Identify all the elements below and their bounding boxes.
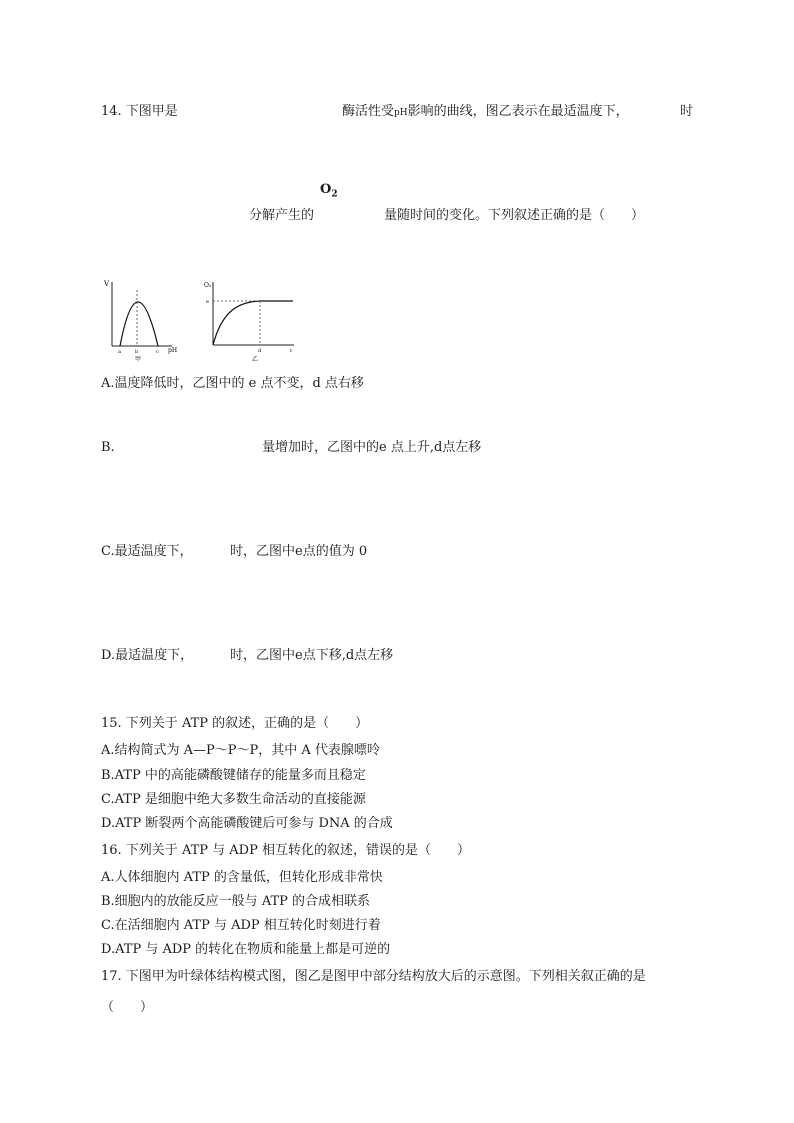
q14-option-b-prefix: B. (101, 440, 115, 455)
figure-yi (200, 276, 300, 366)
jia-y-label: V (104, 280, 110, 288)
jia-caption: 甲 (135, 356, 142, 362)
q14-option-b-text: 量增加时，乙图中的e 点上升,d点左移 (262, 440, 482, 455)
q14-option-a: A.温度降低时，乙图中的 e 点不变，d 点右移 (101, 376, 364, 391)
figure-jia (98, 276, 184, 362)
q16-stem: 16. 下列关于 ATP 与 ADP 相互转化的叙述，错误的是（ ） (101, 843, 470, 858)
q15-stem: 15. 下列关于 ATP 的叙述，正确的是（ ） (101, 716, 369, 731)
q16-option-b: B.细胞内的放能反应一般与 ATP 的合成相联系 (101, 894, 371, 909)
q14-line2-part1: 分解产生的 (249, 208, 315, 223)
jia-x-label: pH (168, 347, 178, 354)
q14-stem-part3: 时 (680, 104, 694, 119)
q16-option-a: A.人体细胞内 ATP 的含量低，但转化形成非常快 (101, 870, 383, 885)
q15-option-d: D.ATP 断裂两个高能磷酸键后可参与 DNA 的合成 (101, 816, 393, 831)
q15-option-a: A.结构简式为 A—P～P～P，其中 A 代表腺嘌呤 (101, 743, 380, 758)
q14-option-c-part1: C.最适温度下， (101, 544, 193, 559)
q15-option-c: C.ATP 是细胞中绝大多数生命活动的直接能源 (101, 792, 366, 807)
q14-line2-part2: 量随时间的变化。下列叙述正确的是（ ） (384, 208, 645, 223)
yi-t-label: t (290, 348, 293, 354)
jia-tick-a: a (118, 349, 121, 355)
q14-option-c-part2: 时，乙图中e点的值为 0 (230, 544, 368, 559)
q17-paren: （ ） (101, 1000, 154, 1015)
q15-option-b: B.ATP 中的高能磷酸键储存的能量多而且稳定 (101, 768, 366, 783)
q14-option-d-part1: D.最适温度下， (101, 648, 194, 663)
yi-caption: 乙 (252, 356, 259, 363)
q14-option-d-part2: 时，乙图中e点下移,d点左移 (230, 648, 394, 663)
yi-curve (213, 301, 293, 345)
jia-tick-b: b (135, 349, 139, 355)
q14-stem-part1: 14. 下图甲是 (101, 104, 178, 119)
q14-stem-part2: 酶活性受pH影响的曲线，图乙表示在最适温度下， (342, 104, 629, 119)
o2-formula: $O_2$ (320, 182, 338, 200)
yi-d-label: d (258, 348, 262, 354)
yi-e-label: e (206, 299, 209, 305)
q16-option-c: C.在活细胞内 ATP 与 ADP 相互转化时刻进行着 (101, 918, 381, 933)
yi-y-label: O₂ (204, 282, 212, 289)
jia-curve (120, 302, 158, 346)
q17-stem: 17. 下图甲为叶绿体结构模式图，图乙是图甲中部分结构放大后的示意图。下列相关叙正确的是 (101, 969, 646, 984)
jia-tick-c: c (156, 349, 159, 355)
q16-option-d: D.ATP 与 ADP 的转化在物质和能量上都是可逆的 (101, 942, 391, 957)
